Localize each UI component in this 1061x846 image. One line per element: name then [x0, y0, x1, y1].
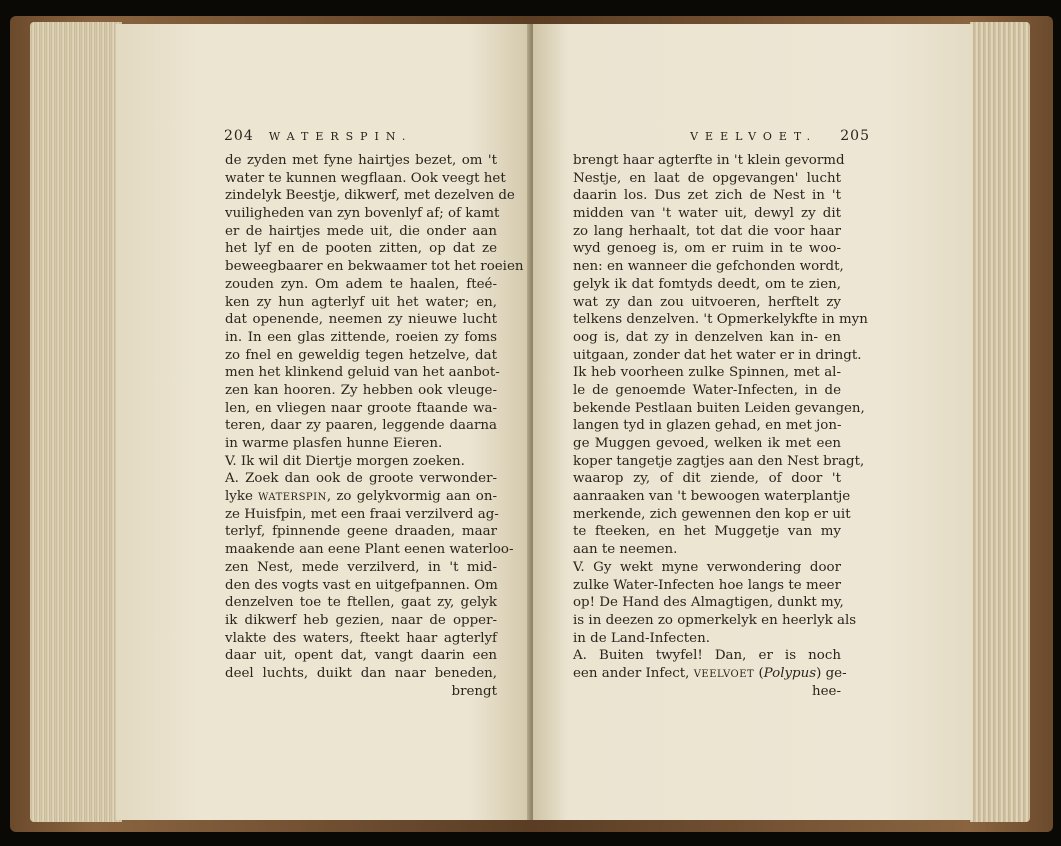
text-line: men het klinkend geluid van het aanbot-	[225, 365, 500, 381]
text-line: telkens denzelven. 't Opmerkelykfte in myn	[573, 312, 868, 328]
text-line: vuiligheden van zyn bovenlyf af; of kamt	[225, 206, 500, 222]
text-line: zen Nest, mede verzilverd, in 't mid-	[225, 559, 497, 575]
text-line: maakende aan eene Plant eenen waterloo-	[225, 542, 514, 558]
text-line: te fteeken, en het Muggetje van my	[573, 524, 841, 540]
text-line: den des vogts vast en uitgefpannen. Om	[225, 577, 498, 593]
page-edges-left	[30, 22, 122, 822]
text-line: merkende, zich gewennen den kop er uit	[573, 506, 851, 522]
text-line: brengt haar agterfte in 't klein gevormd	[573, 153, 845, 168]
text-line: terlyf, fpinnende geene draaden, maar	[225, 524, 497, 540]
text-line: in de Land-Infecten.	[573, 630, 710, 646]
right-page-number: 205	[840, 128, 870, 144]
text-line: zo lang herhaalt, tot dat die voor haar	[573, 223, 841, 239]
text-line: denzelven toe te ftellen, gaat zy, gelyk	[225, 595, 497, 611]
text-line: ze Huisfpin, met een fraai verzilverd ag-	[225, 506, 499, 522]
text-line: nen: en wanneer die gefchonden wordt,	[573, 259, 844, 275]
text-line: wat zy dan zou uitvoeren, herftelt zy	[573, 294, 841, 310]
text-line: in. In een glas zittende, roeien zy foms	[225, 329, 497, 345]
text-line: lyke WATERSPIN, zo gelykvormig aan on-	[225, 489, 497, 505]
text-line: deel luchts, duikt dan naar beneden,	[225, 665, 497, 681]
right-running-title: VEELVOET.	[690, 130, 818, 143]
text-line: water te kunnen wegflaan. Ook veegt het	[225, 170, 506, 186]
text-line: een ander Infect, VEELVOET (Polypus) ge-	[573, 665, 847, 681]
text-line: langen tyd in glazen gehad, en met jon-	[573, 418, 842, 434]
text-line: beweegbaarer en bekwaamer tot het roeien	[225, 259, 524, 275]
text-line: ge Muggen gevoed, welken ik met een	[573, 436, 841, 451]
text-line: is in deezen zo opmerkelyk en heerlyk als	[573, 612, 857, 628]
text-line: er de hairtjes mede uit, die onder aan	[225, 223, 497, 239]
text-line: zulke Water-Infecten hoe langs te meer	[573, 577, 841, 593]
text-line: zindelyk Beestje, dikwerf, met dezelven de	[225, 188, 515, 204]
text-line: wyd genoeg is, om er ruim in te woo-	[573, 241, 841, 257]
text-line: V. Gy wekt myne verwondering door	[573, 559, 841, 575]
text-line: le de genoemde Water-Infecten, in de	[573, 382, 841, 398]
text-line: op! De Hand des Almagtigen, dunkt my,	[573, 595, 844, 611]
text-line: uitgaan, zonder dat het water er in dringt.	[573, 347, 862, 363]
right-page	[533, 24, 973, 820]
text-line: teren, daar zy paaren, leggende daarna	[225, 418, 497, 434]
left-page	[116, 24, 531, 820]
text-line: aanraaken van 't bewoogen waterplantje	[573, 489, 851, 505]
text-line: bekende Pestlaan buiten Leiden gevangen,	[573, 400, 865, 416]
text-line: Nestje, en laat de opgevangen' lucht	[573, 170, 841, 186]
text-line: koper tangetje zagtjes aan den Nest bragt,	[573, 453, 865, 469]
text-line: zouden zyn. Om adem te haalen, fteé-	[225, 276, 497, 292]
text-line: het lyf en de pooten zitten, op dat ze	[225, 241, 497, 257]
text-line: Ik heb voorheen zulke Spinnen, met al-	[573, 365, 841, 381]
text-line: brengt	[451, 683, 497, 699]
text-line: hee-	[812, 683, 841, 699]
text-line: midden van 't water uit, dewyl zy dit	[573, 206, 841, 222]
page-edges-right	[970, 22, 1030, 822]
left-running-title: WATERSPIN.	[268, 130, 413, 143]
right-running-head	[608, 128, 870, 148]
text-line: len, en vliegen naar groote ftaande wa-	[225, 400, 497, 416]
text-line: aan te neemen.	[573, 542, 678, 558]
text-line: zo fnel en geweldig tegen hetzelve, dat	[225, 347, 497, 363]
right-text-block	[573, 152, 868, 700]
text-line: dat openende, neemen zy nieuwe lucht	[225, 312, 497, 328]
text-line: zen kan hooren. Zy hebben ook vleuge-	[225, 382, 497, 398]
left-page-number: 204	[224, 128, 254, 144]
text-line: A. Buiten twyfel! Dan, er is noch	[573, 648, 841, 664]
text-line: de zyden met fyne hairtjes bezet, om 't	[225, 153, 497, 168]
text-line: gelyk ik dat fomtyds deedt, om te zien,	[573, 276, 841, 292]
left-text-block	[225, 152, 524, 700]
text-line: waarop zy, of dit ziende, of door 't	[573, 471, 841, 487]
text-line: vlakte des waters, fteekt haar agterlyf	[225, 630, 497, 646]
text-line: V. Ik wil dit Diertje morgen zoeken.	[225, 453, 465, 469]
text-line: ik dikwerf heb gezien, naar de opper-	[225, 612, 497, 628]
text-line: daarin los. Dus zet zich de Nest in 't	[573, 188, 841, 204]
text-line: ken zy hun agterlyf uit het water; en,	[225, 294, 497, 310]
left-running-head	[224, 128, 489, 148]
text-line: in warme plasfen hunne Eieren.	[225, 436, 443, 451]
text-line: daar uit, opent dat, vangt daarin een	[225, 648, 497, 664]
text-line: oog is, dat zy in denzelven kan in- en	[573, 329, 841, 345]
text-line: A. Zoek dan ook de groote verwonder-	[225, 471, 497, 487]
